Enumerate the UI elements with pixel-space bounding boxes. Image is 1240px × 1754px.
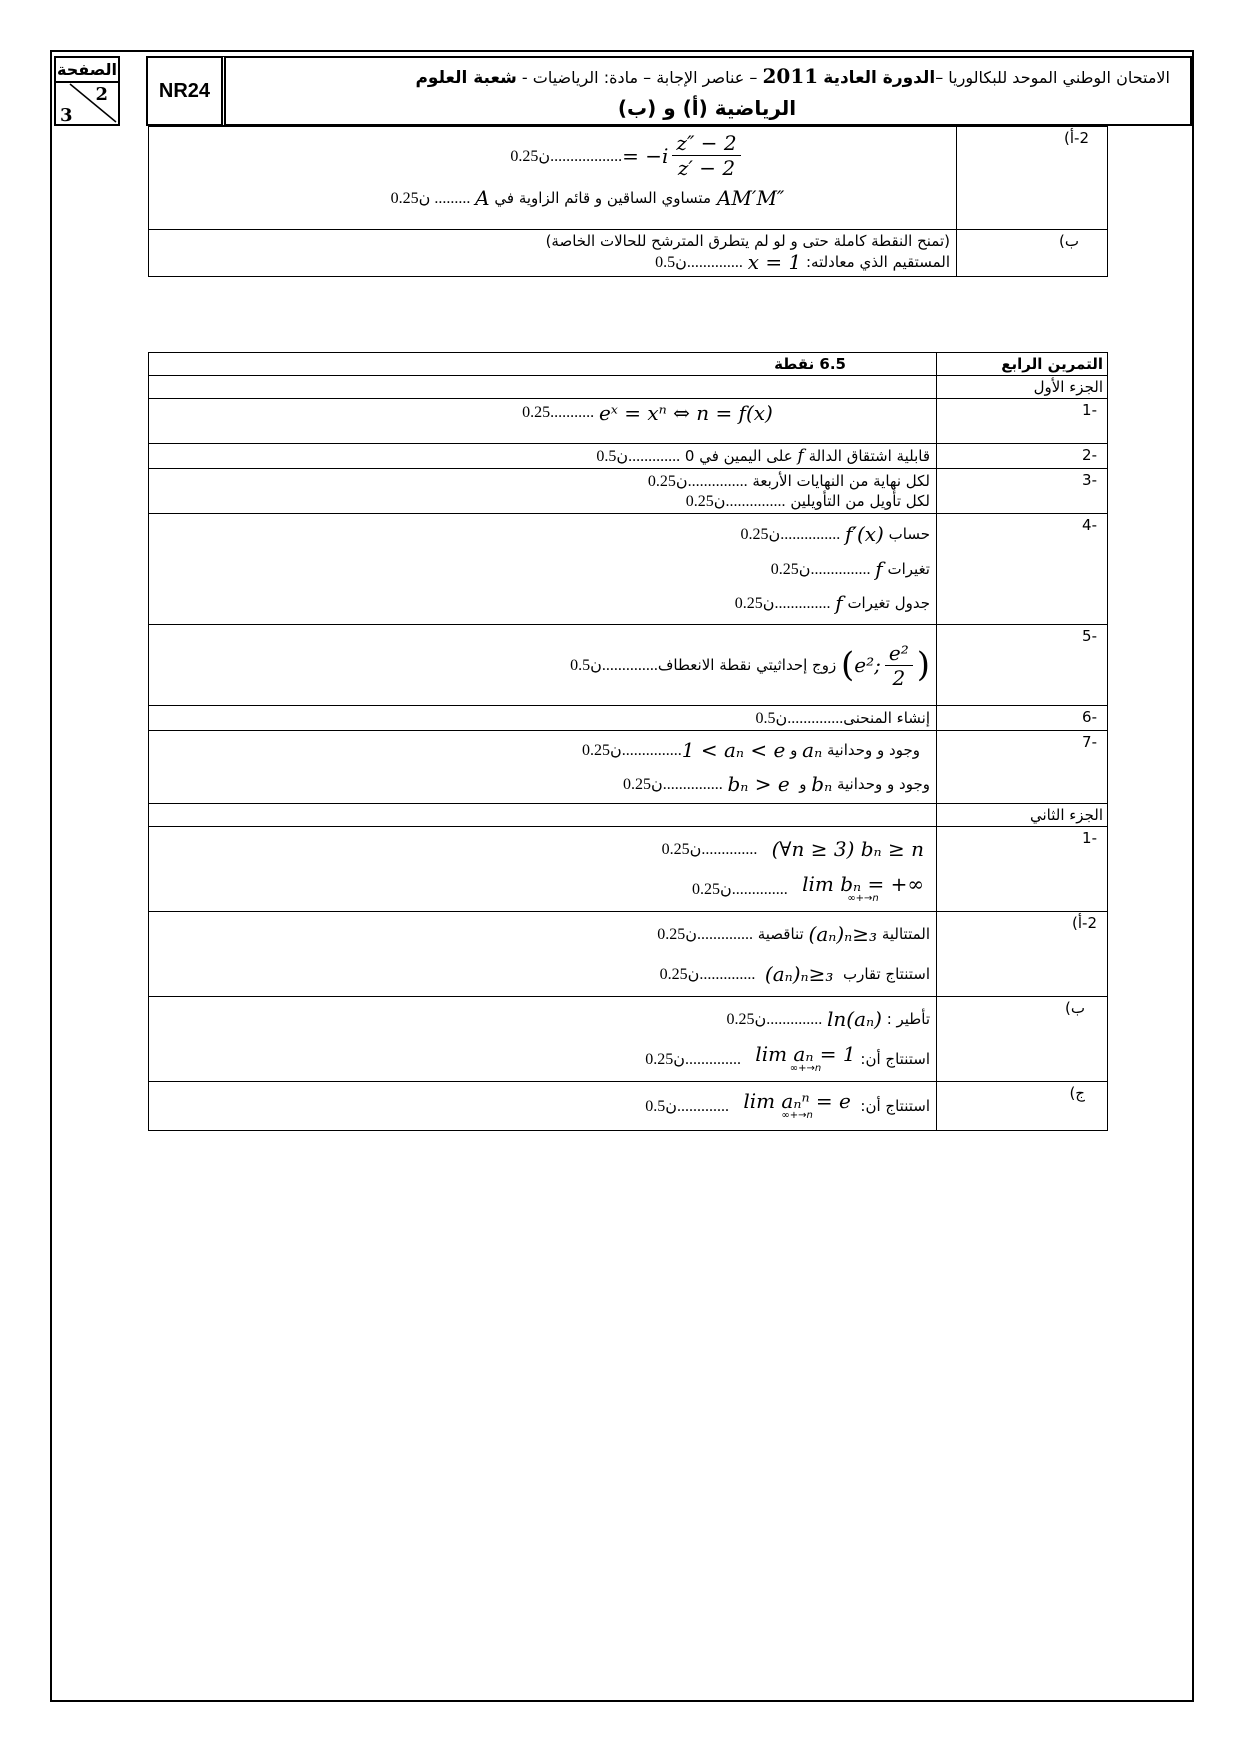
table-row: [149, 127, 1108, 230]
answers-table-1: [148, 126, 1108, 277]
inflection-point: ( e²; $\frac{\text{e²}}{2}$ ): [841, 640, 930, 690]
points: 0.25...........: [522, 404, 595, 421]
points: 0.25ن..................: [510, 147, 623, 165]
item-text: استنتاج تقارب: [842, 965, 930, 983]
item-text: المستقيم الذي معادلته:: [805, 253, 950, 271]
equation: lim bₙ = +∞: [802, 872, 924, 896]
item-content: [149, 230, 957, 277]
table-row: [149, 230, 1108, 277]
empty-cell: [149, 376, 937, 399]
part-title: الجزء الأول: [937, 376, 1108, 399]
item-number: -7: [937, 731, 1108, 804]
item-content: [149, 514, 937, 625]
item-content: [149, 625, 937, 706]
section-row: [149, 804, 1108, 827]
item-content: [149, 444, 937, 469]
points: 0.25ن..............: [659, 966, 756, 983]
text-line: [153, 186, 952, 210]
table-row: [149, 997, 1108, 1082]
limit-expr: [755, 1044, 855, 1074]
points: 0.25ن..............: [734, 595, 831, 612]
points: 0.25ن..............: [661, 841, 758, 858]
table-row: [149, 706, 1108, 731]
table-row: [149, 827, 1108, 912]
item-text: زوج إحداثيتي نقطة الانعطاف: [657, 656, 837, 674]
page-total: 3: [60, 105, 73, 126]
table-row: [149, 1082, 1108, 1131]
points: 0.25ن .........: [390, 190, 471, 207]
page-current: 2: [95, 84, 108, 105]
empty-cell: [149, 804, 937, 827]
eq-line: [153, 401, 932, 425]
text-line: [153, 516, 932, 552]
page-label: الصفحة: [56, 59, 118, 83]
item-content: [149, 731, 937, 804]
equation: lim aₙ = 1: [755, 1042, 856, 1066]
equation: f: [875, 557, 883, 581]
equation: (∀n ≥ 3) bₙ ≥ n: [771, 837, 924, 861]
item-number: -1: [937, 399, 1108, 444]
item-number: ج): [937, 1082, 1108, 1131]
item-text: لكل تأويل من التأويلين: [790, 492, 930, 510]
item-text: و: [790, 741, 798, 759]
title-year: 2011: [762, 64, 819, 88]
part-title: الجزء الثاني: [937, 804, 1108, 827]
equation: x = 1: [747, 250, 802, 274]
points: 0.5ن..............: [755, 710, 844, 727]
table-row: [149, 469, 1108, 514]
points: 0.5ن.............: [645, 1098, 729, 1115]
text-line: [153, 471, 932, 491]
equation: 1 < aₙ < e: [681, 738, 786, 762]
text-line: وجود و وحدانية aₙ و 1 < aₙ < e 0.25ن...............: [582, 738, 920, 762]
item-text: و: [799, 775, 807, 793]
points: 0.25ن..............: [657, 926, 753, 943]
points: 0.25ن..............: [726, 1011, 823, 1028]
equation: bₙ > e: [727, 772, 790, 796]
limit-subscript: n→+∞: [789, 1063, 822, 1074]
item-number: -2: [937, 444, 1108, 469]
points: 0.25ن..............: [645, 1051, 741, 1068]
text-line: [153, 446, 932, 466]
text-line: [153, 1039, 932, 1079]
item-text: وجود و وحدانية: [836, 775, 930, 793]
title-part1: الامتحان الوطني الموحد للبكالوريا –: [935, 68, 1170, 87]
fraction: $\frac{z'' - 2}{z' - 2}$: [672, 131, 740, 180]
item-text: حساب: [888, 525, 930, 543]
exam-title: [224, 56, 1192, 126]
text-line: [153, 552, 932, 586]
limit-subscript: n→+∞: [847, 893, 879, 904]
item-number: -4: [937, 514, 1108, 625]
item-number: -1: [937, 827, 1108, 912]
text-line: [153, 250, 952, 274]
section-row: [149, 376, 1108, 399]
title-session: الدورة العادية: [823, 68, 936, 88]
points: 0.5ن..............: [655, 254, 743, 271]
item-text: استنتاج أن:: [860, 1097, 930, 1115]
points: 0.25ن...............: [622, 776, 723, 793]
text-line: [153, 708, 932, 728]
equation: f′(x): [845, 522, 884, 546]
points: 0.25ن..............: [692, 881, 788, 898]
text-line: [153, 869, 932, 909]
table-header-row: [149, 353, 1108, 376]
table-row: [149, 514, 1108, 625]
points: 0.5ن.............: [596, 448, 681, 465]
item-text: إنشاء المنحنى: [843, 709, 930, 727]
item-number: -3: [937, 469, 1108, 514]
text-line: [153, 954, 932, 994]
title-branch: شعبة العلوم: [415, 68, 517, 88]
text-line: [153, 491, 932, 511]
item-content: [149, 399, 937, 444]
points: 0.25ن...............: [740, 526, 841, 543]
title-line-1: [415, 64, 1170, 88]
title-part2: – عناصر الإجابة – مادة: الرياضيات -: [516, 68, 758, 87]
points: 0.5ن..............: [570, 657, 658, 674]
point-label: A: [475, 186, 490, 210]
item-text: قابلية اشتقاق الدالة: [808, 447, 930, 465]
text-line: [153, 829, 932, 869]
points: 0.25ن...............: [685, 493, 786, 510]
equation: eˣ = xⁿ ⇔ n = f(x): [598, 401, 773, 425]
item-text: تناقصية: [757, 925, 804, 943]
item-text: استنتاج أن:: [860, 1050, 930, 1068]
exercise-title: التمرين الرابع: [937, 353, 1108, 376]
exam-code: NR24: [146, 56, 226, 126]
sequence: (aₙ)ₙ≥₃: [764, 962, 834, 986]
item-text: تغيرات: [887, 560, 930, 578]
item-number: -5: [937, 625, 1108, 706]
page-number-box: [54, 56, 120, 126]
equation: ln(aₙ): [826, 1007, 882, 1031]
item-content: [149, 127, 957, 230]
answers-table-2: [148, 352, 1108, 1131]
table-row: [149, 625, 1108, 706]
item-text: المتتالية: [881, 925, 930, 943]
item-content: [149, 997, 937, 1082]
sequence: (aₙ)ₙ≥₃: [808, 922, 878, 946]
text-line: [153, 586, 932, 620]
item-text: متساوي الساقين و قائم الزاوية في: [494, 189, 711, 207]
item-text: (تمنح النقطة كاملة حتى و لو لم يتطرق المترشح للحالات الخاصة): [545, 232, 950, 250]
equation: lim aₙⁿ = e: [743, 1089, 851, 1113]
item-number: 2-أ): [957, 127, 1108, 230]
function-label: f: [797, 446, 804, 466]
triangle-label: AM′M″: [716, 186, 785, 210]
item-number: -6: [937, 706, 1108, 731]
table-row: [149, 912, 1108, 997]
limit-expr: [802, 874, 924, 904]
table-row: [149, 444, 1108, 469]
eq-line: $\frac{z'' - 2}{z' - 2}$ = −i 0.25ن..................: [153, 131, 952, 180]
points: 0.25ن...............: [582, 742, 682, 759]
item-text: جدول تغيرات: [847, 594, 930, 612]
exercise-points: 6.5 نقطة: [149, 353, 937, 376]
points: 0.25ن...............: [647, 473, 748, 490]
item-number: 2-أ): [937, 912, 1108, 997]
text-line: [153, 999, 932, 1039]
item-content: [149, 827, 937, 912]
item-text: لكل نهاية من النهايات الأربعة: [752, 472, 930, 490]
text-line: [153, 1084, 932, 1128]
table-row: [149, 399, 1108, 444]
table-row: [149, 731, 1108, 804]
title-line-2: الرياضية (أ) و (ب): [617, 96, 797, 120]
item-number: ب): [937, 997, 1108, 1082]
points: 0.25ن...............: [770, 561, 871, 578]
limit-expr: [743, 1091, 851, 1121]
item-text: وجود و وحدانية: [826, 741, 920, 759]
item-content: [149, 1082, 937, 1131]
limit-subscript: n→+∞: [781, 1110, 813, 1121]
item-text: على اليمين في 0: [684, 447, 793, 465]
equation: f: [835, 591, 843, 615]
item-content: [149, 469, 937, 514]
item-content: [149, 706, 937, 731]
text-line: وجود و وحدانية bₙ و bₙ > e 0.25ن...............: [622, 772, 930, 796]
text-line: [153, 627, 932, 703]
item-content: [149, 912, 937, 997]
item-text: تأطير :: [886, 1010, 930, 1028]
item-number: ب): [957, 230, 1108, 277]
text-line: [153, 914, 932, 954]
